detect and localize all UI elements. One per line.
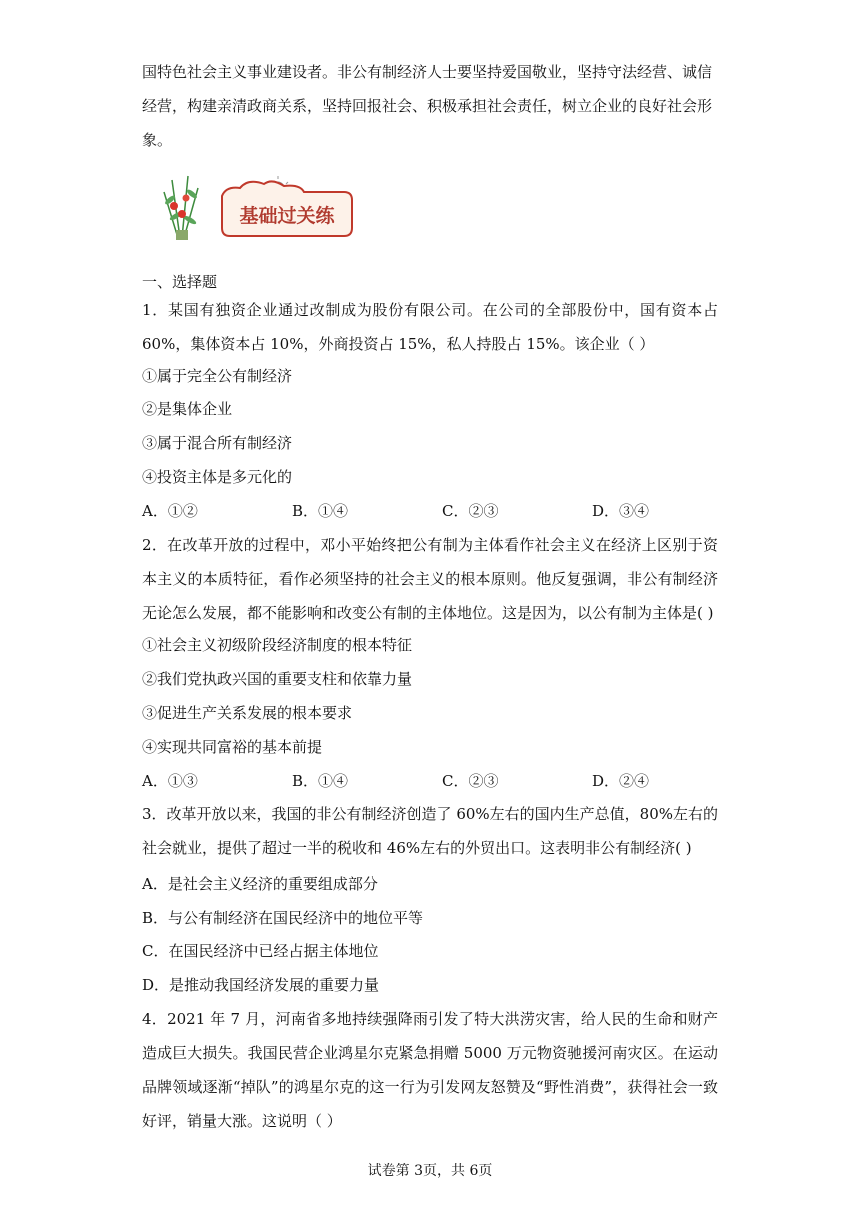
question-2-item-4: ④实现共同富裕的基本前提 xyxy=(142,738,323,756)
option-c[interactable]: C．②③ xyxy=(442,772,499,790)
question-1-stem: 1．某国有独资企业通过改制成为股份有限公司。在公司的全部股份中，国有资本占 60%，集体资本占 10%，外商投资占 15%，私人持股占 15%。该企业（ ） xyxy=(142,301,718,353)
option-c[interactable]: C．②③ xyxy=(442,502,499,520)
option-b[interactable]: B．①④ xyxy=(292,772,349,790)
question-2-item-1: ①社会主义初级阶段经济制度的根本特征 xyxy=(142,636,413,654)
question-3-option-b[interactable]: B．与公有制经济在国民经济中的地位平等 xyxy=(142,909,424,927)
question-1-item-1: ①属于完全公有制经济 xyxy=(142,367,293,385)
question-3-stem: 3．改革开放以来，我国的非公有制经济创造了 60%左右的国内生产总值，80%左右的社会就业，提供了超过一半的税收和 46%左右的外贸出口。这表明非公有制经济( ) xyxy=(142,805,718,857)
question-2-stem: 2．在改革开放的过程中，邓小平始终把公有制为主体看作社会主义在经济上区别于资本主义的本质特征，看作必须坚持的社会主义的根本原则。他反复强调，非公有制经济无论怎么发展，都不能影响和改变公有制的主体地位。这是因为，以公有制为主体是( ) xyxy=(142,536,718,622)
question-2-item-3: ③促进生产关系发展的根本要求 xyxy=(142,704,353,722)
question-2-options xyxy=(142,771,722,791)
question-1-item-2: ②是集体企业 xyxy=(142,400,233,418)
flower-plant-icon xyxy=(164,176,198,240)
option-d[interactable]: D．②④ xyxy=(592,772,650,790)
intro-line-3: 象。 xyxy=(142,131,173,149)
question-1-item-4: ④投资主体是多元化的 xyxy=(142,468,293,486)
question-4-stem: 4．2021 年 7 月，河南省多地持续强降雨引发了特大洪涝灾害，给人民的生命和财产造成巨大损失。我国民营企业鸿星尔克紧急捐赠 5000 万元物资驰援河南灾区。在运动品牌领域逐渐“掉队”的鸿星尔克的这一行为引发网友怒赞及“野性消费”，获得社会一致好评，销量大涨。这说明（ ） xyxy=(142,1010,718,1130)
intro-line-2: 经营，构建亲清政商关系，坚持回报社会、积极承担社会责任，树立企业的良好社会形 xyxy=(142,97,713,115)
page-footer: 试卷第 3页，共 6页 xyxy=(367,1163,493,1179)
question-2-item-2: ②我们党执政兴国的重要支柱和依靠力量 xyxy=(142,670,413,688)
option-a[interactable]: A．①③ xyxy=(142,772,198,790)
question-3-option-a[interactable]: A．是社会主义经济的重要组成部分 xyxy=(142,875,378,893)
section-title: 一、选择题 xyxy=(142,273,218,291)
option-d[interactable]: D．③④ xyxy=(592,502,650,520)
intro-line-1: 国特色社会主义事业建设者。非公有制经济人士要坚持爱国敬业，坚持守法经营、诚信 xyxy=(142,63,713,81)
option-a[interactable]: A．①② xyxy=(142,502,198,520)
banner-title: 基础过关练 xyxy=(239,205,335,227)
basic-practice-banner xyxy=(160,170,360,242)
question-3-option-d[interactable]: D．是推动我国经济发展的重要力量 xyxy=(142,976,380,994)
question-3-option-c[interactable]: C．在国民经济中已经占据主体地位 xyxy=(142,942,379,960)
option-b[interactable]: B．①④ xyxy=(292,502,349,520)
question-1-item-3: ③属于混合所有制经济 xyxy=(142,434,293,452)
question-1-options xyxy=(142,501,722,521)
